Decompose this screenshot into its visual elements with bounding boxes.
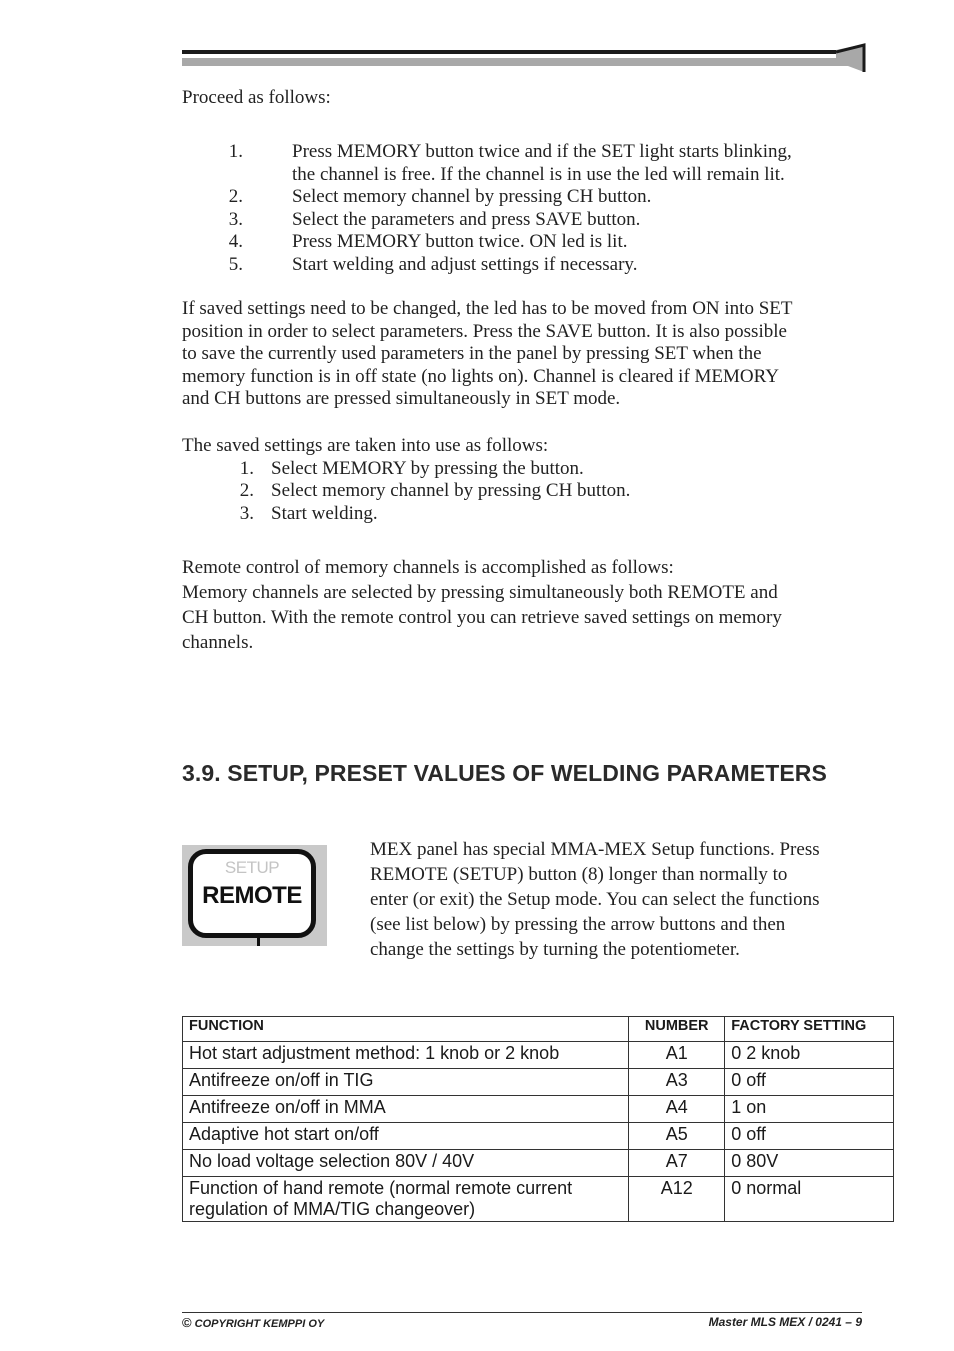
footer-page-ref: Master MLS MEX / 0241 – 9: [708, 1315, 862, 1329]
step-text-cont: the channel is free. If the channel is in use the led will remain lit.: [292, 163, 785, 185]
cell-function: No load voltage selection 80V / 40V: [183, 1150, 629, 1177]
cell-number: A12: [629, 1177, 725, 1222]
header-rule-end-icon: [836, 42, 866, 74]
step-text: Select the parameters and press SAVE button.: [292, 208, 641, 230]
paragraph-line: Memory channels are selected by pressing simultaneously both REMOTE and: [182, 582, 778, 603]
header-rule-dark: [182, 50, 852, 54]
table-row: [183, 1069, 894, 1096]
saved-step-text: Select memory channel by pressing CH button.: [271, 480, 631, 501]
paragraph-line: Remote control of memory channels is accomplished as follows:: [182, 557, 674, 578]
cell-number: A3: [629, 1069, 725, 1096]
paragraph-line: change the settings by turning the potentiometer.: [370, 939, 740, 960]
button-tick: [257, 937, 260, 946]
cell-function: Adaptive hot start on/off: [183, 1123, 629, 1150]
saved-step-number: 2.: [239, 480, 254, 501]
saved-step-text: Select MEMORY by pressing the button.: [271, 457, 584, 479]
paragraph-line: CH button. With the remote control you can retrieve saved settings on memory: [182, 607, 782, 628]
step-number: 5.: [228, 253, 243, 275]
footer-copyright-text: COPYRIGHT KEMPPI OY: [194, 1318, 325, 1330]
remote-button-face: [188, 849, 316, 938]
step-number: 1.: [228, 141, 243, 162]
paragraph-line: REMOTE (SETUP) button (8) longer than normally to: [370, 864, 788, 885]
table-row: [183, 1177, 894, 1222]
setup-label: SETUP: [224, 858, 280, 877]
cell-setting: 0 off: [725, 1123, 894, 1150]
cell-setting: 0 normal: [725, 1177, 894, 1222]
step-text: Press MEMORY button twice. ON led is lit.: [292, 231, 628, 252]
paragraph-line: If saved settings need to be changed, the led has to be moved from ON into SET: [182, 298, 793, 319]
cell-setting: 0 80V: [725, 1150, 894, 1177]
step-number: 3.: [228, 208, 243, 230]
paragraph-line: MEX panel has special MMA-MEX Setup functions. Press: [370, 839, 820, 860]
step-number: 2.: [228, 186, 243, 207]
paragraph-line: (see list below) by pressing the arrow buttons and then: [370, 914, 786, 935]
intro-text: Proceed as follows:: [182, 87, 331, 108]
paragraph-line: enter (or exit) the Setup mode. You can select the functions: [370, 889, 820, 910]
cell-function: Hot start adjustment method: 1 knob or 2 knob: [183, 1042, 629, 1069]
table-header-row: [183, 1017, 894, 1042]
header-number: NUMBER: [629, 1017, 725, 1042]
remote-label: REMOTE: [202, 882, 302, 909]
step-text: Start welding and adjust settings if necessary.: [292, 253, 638, 275]
step-number: 4.: [228, 231, 243, 252]
cell-function: Antifreeze on/off in TIG: [183, 1069, 629, 1096]
paragraph-line: and CH buttons are pressed simultaneously in SET mode.: [182, 388, 621, 409]
paragraph-line: memory function is in off state (no lights on). Channel is cleared if MEMORY: [182, 365, 779, 387]
cell-number: A1: [629, 1042, 725, 1069]
step-text: Select memory channel by pressing CH button.: [292, 186, 652, 207]
header-factory-setting: FACTORY SETTING: [725, 1017, 894, 1042]
saved-step-text: Start welding.: [271, 502, 378, 524]
step-text: Press MEMORY button twice and if the SET light starts blinking,: [292, 141, 792, 162]
cell-number: A4: [629, 1096, 725, 1123]
saved-intro: The saved settings are taken into use as follows:: [182, 435, 549, 456]
copyright-icon: ©: [182, 1315, 192, 1330]
header-rule-gray: [182, 58, 850, 66]
table-row: [183, 1096, 894, 1123]
cell-number: A7: [629, 1150, 725, 1177]
cell-setting: 0 off: [725, 1069, 894, 1096]
footer-copyright: [182, 1315, 324, 1330]
remote-button-image: [182, 845, 327, 946]
saved-step-number: 1.: [239, 457, 254, 479]
header-function: FUNCTION: [183, 1017, 629, 1042]
paragraph-line: channels.: [182, 632, 254, 653]
cell-setting: 0 2 knob: [725, 1042, 894, 1069]
table-row: [183, 1150, 894, 1177]
cell-function: Function of hand remote (normal remote current regulation of MMA/TIG changeover): [183, 1177, 629, 1222]
table-row: [183, 1042, 894, 1069]
paragraph-line: to save the currently used parameters in the panel by pressing SET when the: [182, 343, 762, 364]
footer-rule: [182, 1312, 862, 1313]
paragraph-line: position in order to select parameters. Press the SAVE button. It is also possible: [182, 320, 787, 342]
section-title: 3.9. SETUP, PRESET VALUES OF WELDING PARAMETERS: [182, 760, 827, 786]
saved-step-number: 3.: [239, 502, 254, 524]
setup-parameters-table: [182, 1016, 894, 1222]
cell-setting: 1 on: [725, 1096, 894, 1123]
table-row: [183, 1123, 894, 1150]
cell-function: Antifreeze on/off in MMA: [183, 1096, 629, 1123]
cell-number: A5: [629, 1123, 725, 1150]
